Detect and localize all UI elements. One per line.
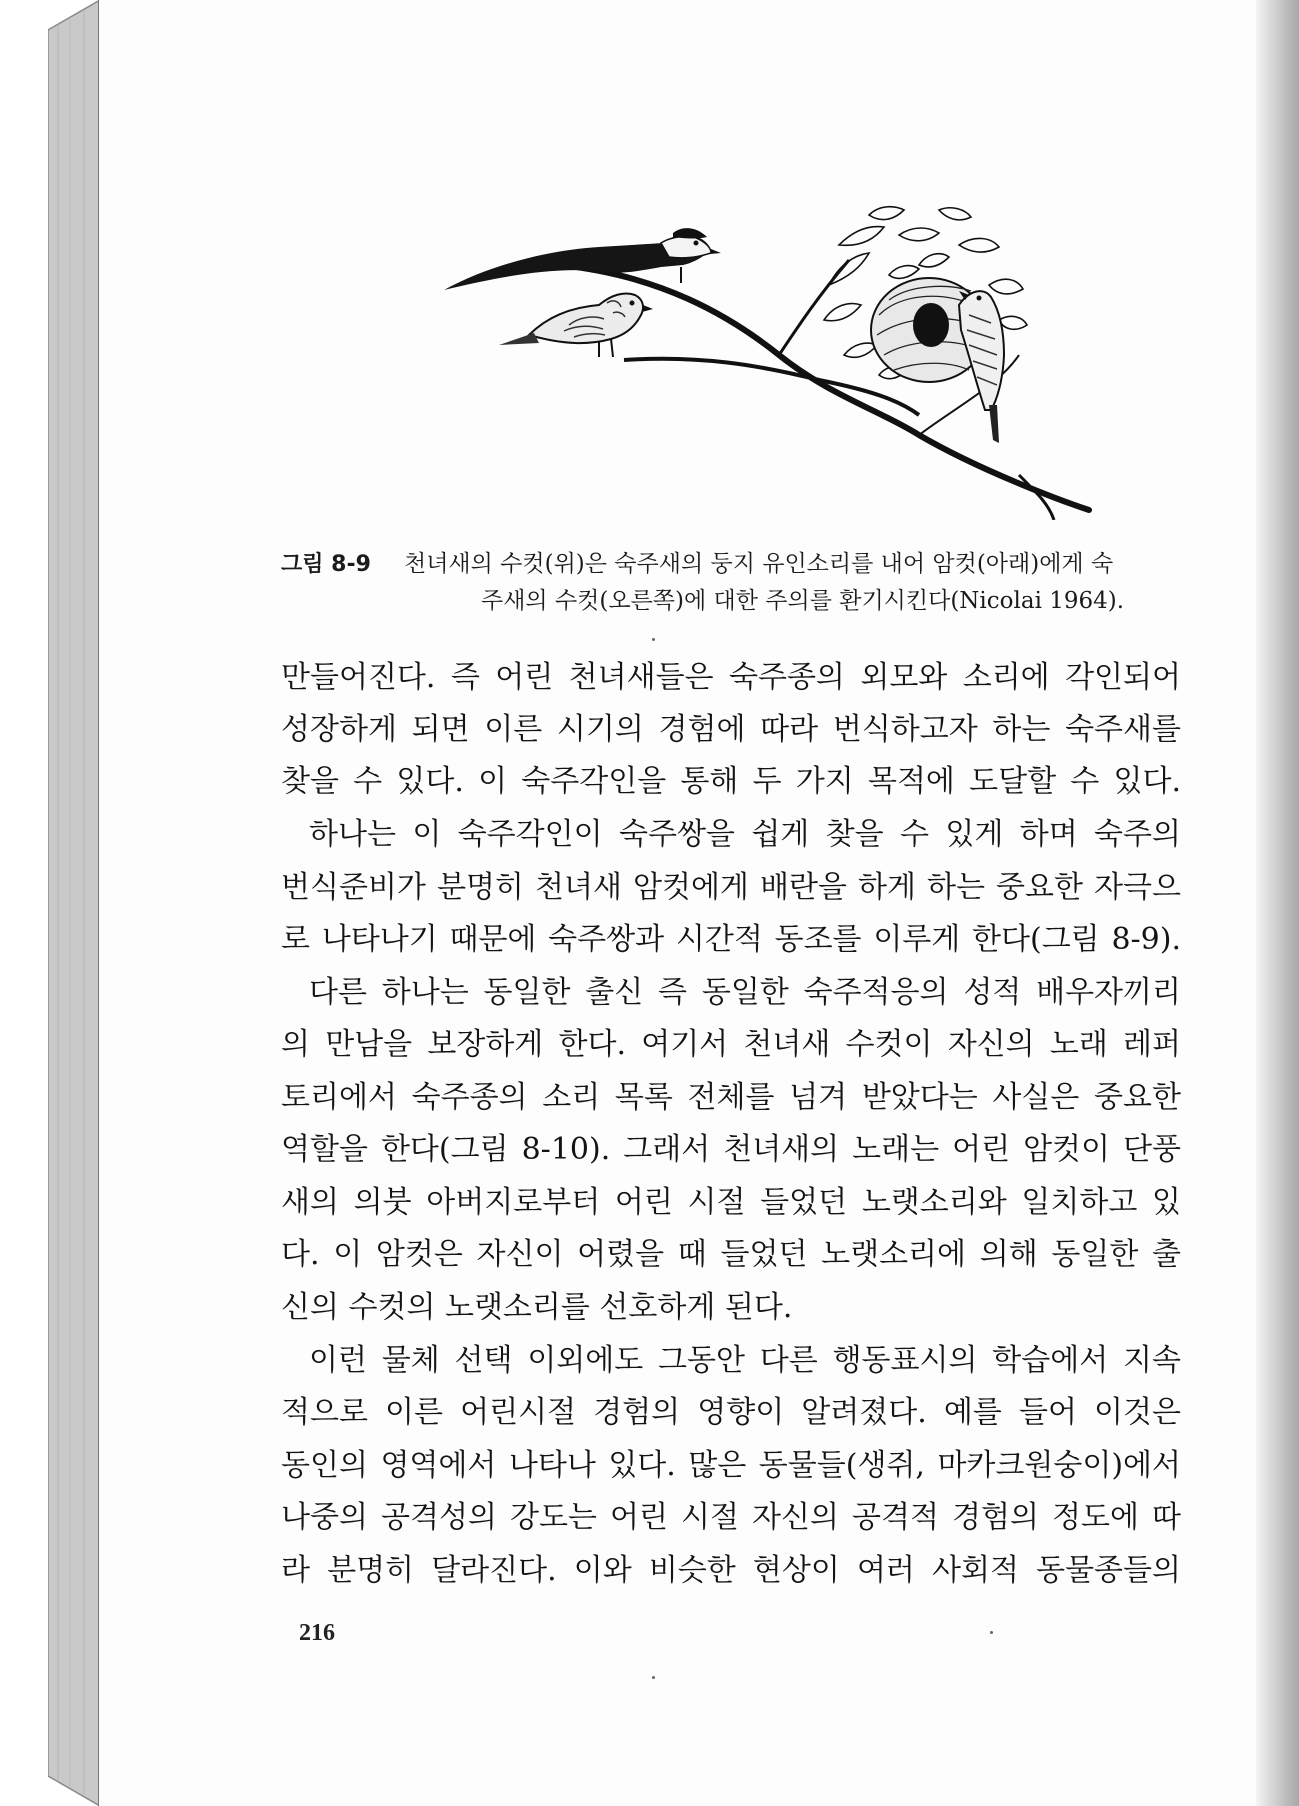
page-shadow [1255,0,1299,1806]
text-line: 토리에서 숙주종의 소리 목록 전체를 넘겨 받았다는 사실은 중요한 [281,1080,1181,1115]
page-number: 216 [299,1620,335,1646]
text-line: 라 분명히 달라진다. 이와 비슷한 현상이 여러 사회적 동물종들의 [281,1553,1181,1588]
book-page-edges [48,0,100,1806]
caption-line: 천녀새의 수컷(위)은 숙주새의 둥지 유인소리를 내어 암컷(아래)에게 숙 [404,551,1114,577]
print-speck [652,1676,655,1679]
figure-illustration [399,205,1139,520]
text-line: 하나는 이 숙주각인이 숙주쌍을 쉽게 찾을 수 있게 하며 숙주의 [309,817,1181,852]
text-line: 적으로 이른 어린시절 경험의 영향이 알려졌다. 예를 들어 이것은 [281,1395,1181,1430]
text-line: 역할을 한다(그림 8-10). 그래서 천녀새의 노래는 어린 암컷이 단풍 [281,1132,1181,1167]
book-page [98,0,1256,1806]
caption-line: 주새의 수컷(오른쪽)에 대한 주의를 환기시킨다(Nicolai 1964). [481,588,1125,614]
text-line: 동인의 영역에서 나타나 있다. 많은 동물들(생쥐, 마카크원숭이)에서 [281,1448,1182,1483]
text-line: 로 나타나기 때문에 숙주쌍과 시간적 동조를 이루게 한다(그림 8-9). [281,922,1181,957]
figure-label: 그림 8-9 [281,552,371,577]
text-line: 번식준비가 분명히 천녀새 암컷에게 배란을 하게 하는 중요한 자극으 [281,870,1181,905]
print-speck [652,638,655,641]
text-line: 이런 물체 선택 이외에도 그동안 다른 행동표시의 학습에서 지속 [309,1343,1181,1378]
text-line: 다. 이 암컷은 자신이 어렸을 때 들었던 노랫소리에 의해 동일한 출 [281,1237,1181,1272]
text-line: 다른 하나는 동일한 출신 즉 동일한 숙주적응의 성적 배우자끼리 [309,975,1181,1010]
text-line: 성장하게 되면 이른 시기의 경험에 따라 번식하고자 하는 숙주새를 [281,712,1181,747]
text-line: 만들어진다. 즉 어린 천녀새들은 숙주종의 외모와 소리에 각인되어 [281,660,1181,695]
text-line: 신의 수컷의 노랫소리를 선호하게 된다. [281,1290,793,1325]
text-line: 찾을 수 있다. 이 숙주각인을 통해 두 가지 목적에 도달할 수 있다. [281,764,1181,799]
text-line: 나중의 공격성의 강도는 어린 시절 자신의 공격적 경험의 정도에 따 [281,1500,1181,1535]
text-line: 새의 의붓 아버지로부터 어린 시절 들었던 노랫소리와 일치하고 있 [281,1185,1181,1220]
print-speck [990,1631,993,1634]
text-line: 의 만남을 보장하게 한다. 여기서 천녀새 수컷이 자신의 노래 레퍼 [281,1027,1181,1062]
